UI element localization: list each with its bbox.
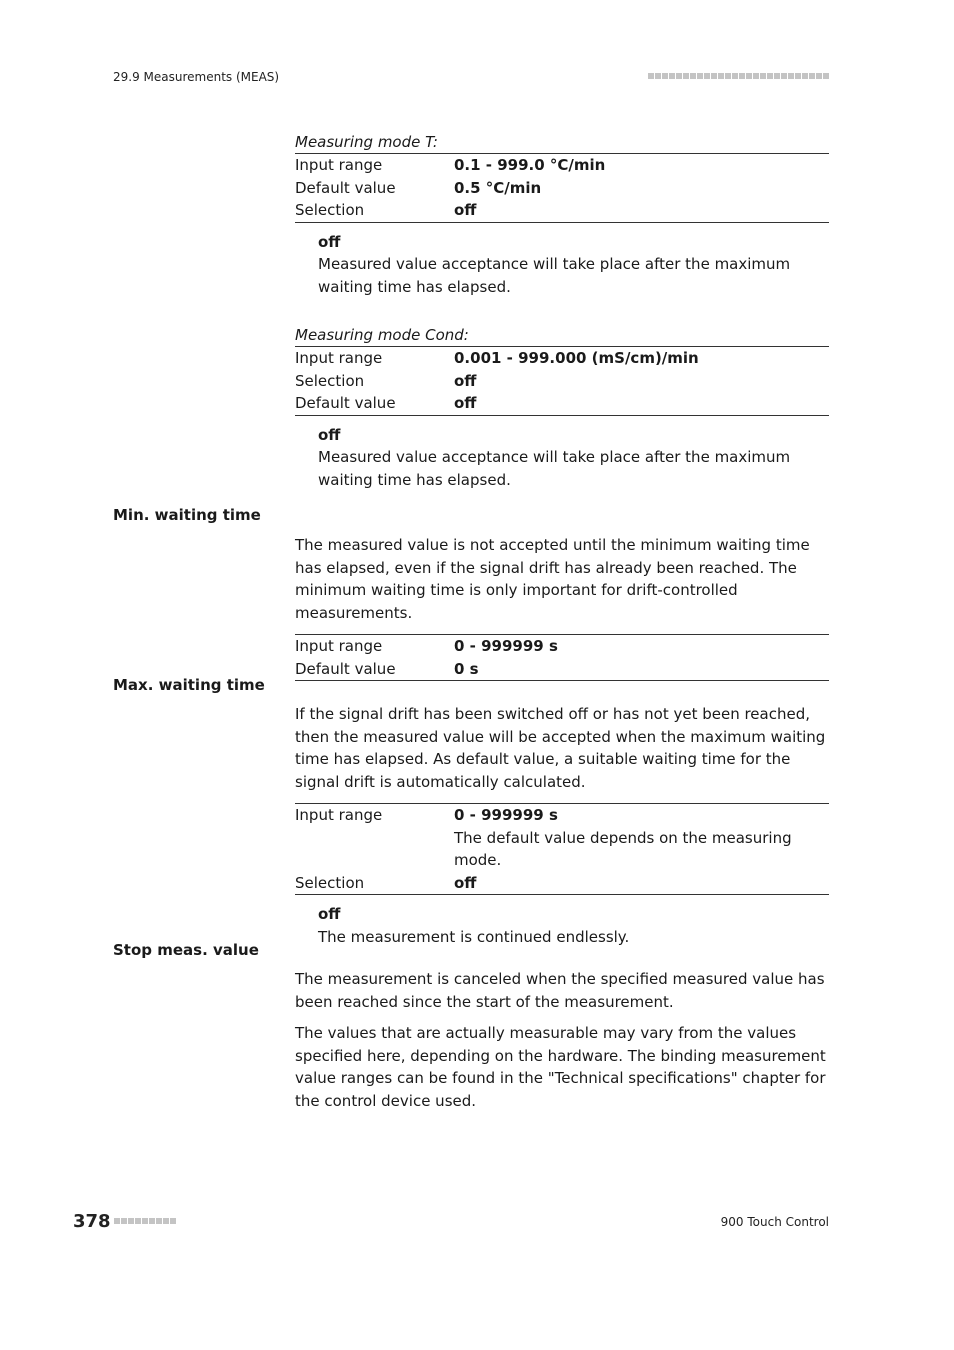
param-table-max-wait [295,803,829,895]
param-value: 0 s [454,659,479,678]
param-key: Input range [295,637,383,655]
param-value: 0 - 999999 s [454,637,558,655]
table-row [295,370,829,393]
heading-min-waiting-time: Min. waiting time [113,506,261,524]
param-value: 0 - 999999 s [454,806,558,824]
param-key: Selection [295,873,365,892]
param-key: Default value [295,394,396,412]
param-value: 0.001 - 999.000 (mS/cm)/min [454,349,699,367]
param-key: Input range [295,806,383,824]
table-row [295,658,829,681]
option-title: off [318,425,341,444]
stop-meas-value-description: The measurement is canceled when the specified measured value has been reached since the start of the measurement. [295,970,825,1011]
param-key [295,827,454,872]
param-value: off [454,201,477,219]
option-title: off [318,232,341,251]
param-key: Default value [295,178,396,197]
stop-meas-value-block [295,968,829,1112]
option-description: Measured value acceptance will take place after the maximum waiting time has elapsed. [318,255,791,296]
option-description: Measured value acceptance will take place after the maximum waiting time has elapsed. [318,448,791,489]
footer-product-name: 900 Touch Control [720,1215,829,1229]
param-key: Selection [295,201,365,219]
heading-stop-meas-value: Stop meas. value [113,941,259,959]
table-row [295,347,829,370]
table-row [295,199,829,222]
min-waiting-time-block [295,534,829,681]
table-row [295,154,829,177]
param-note: The default value depends on the measuring mode. [454,828,792,869]
param-key: Input range [295,156,383,174]
page-number: 378 [73,1211,111,1232]
running-header-section: 29.9 Measurements (MEAS) [113,70,280,84]
table-row [295,392,829,415]
param-value: off [454,394,477,412]
option-off-max-wait [318,903,829,948]
caption-measuring-mode-cond: Measuring mode Cond: [295,326,469,344]
table-row [295,872,829,895]
param-table-t [295,153,829,223]
measuring-mode-cond-block [295,324,829,491]
option-description: The measurement is continued endlessly. [318,927,630,946]
max-waiting-time-description: If the signal drift has been switched off or has not yet been reached, then the measured value will be accepted when the maximum waiting time has elapsed. As default value, a suitable waiting time for the signal drift is automatically calculated. [295,705,826,791]
option-off-t [318,231,829,299]
param-key: Selection [295,371,365,390]
measuring-mode-t-block [295,131,829,298]
option-title: off [318,905,341,923]
table-row [295,827,829,872]
caption-measuring-mode-t: Measuring mode T: [295,133,438,151]
min-waiting-time-description: The measured value is not accepted until the minimum waiting time has elapsed, even if the signal drift has already been reached. The minimum waiting time is only important for drift-controlled measurements. [295,536,810,622]
table-row [295,177,829,200]
table-row [295,635,829,658]
max-waiting-time-block [295,703,829,948]
heading-max-waiting-time: Max. waiting time [113,676,265,694]
param-value: off [454,873,477,892]
param-value: off [454,371,477,390]
footer-decoration-squares [114,1218,176,1224]
header-decoration-squares [648,73,829,79]
param-key: Input range [295,349,383,367]
stop-meas-value-note: The values that are actually measurable may vary from the values specified here, depending on the hardware. The binding measurement value ranges can be found in the "Technical specifications" chapter for the control device used. [295,1024,826,1110]
option-off-cond [318,424,829,492]
param-table-cond [295,346,829,416]
param-table-min-wait [295,634,829,681]
param-value: 0.1 - 999.0 °C/min [454,156,606,174]
param-key: Default value [295,659,396,678]
param-value: 0.5 °C/min [454,178,542,197]
table-row [295,804,829,827]
